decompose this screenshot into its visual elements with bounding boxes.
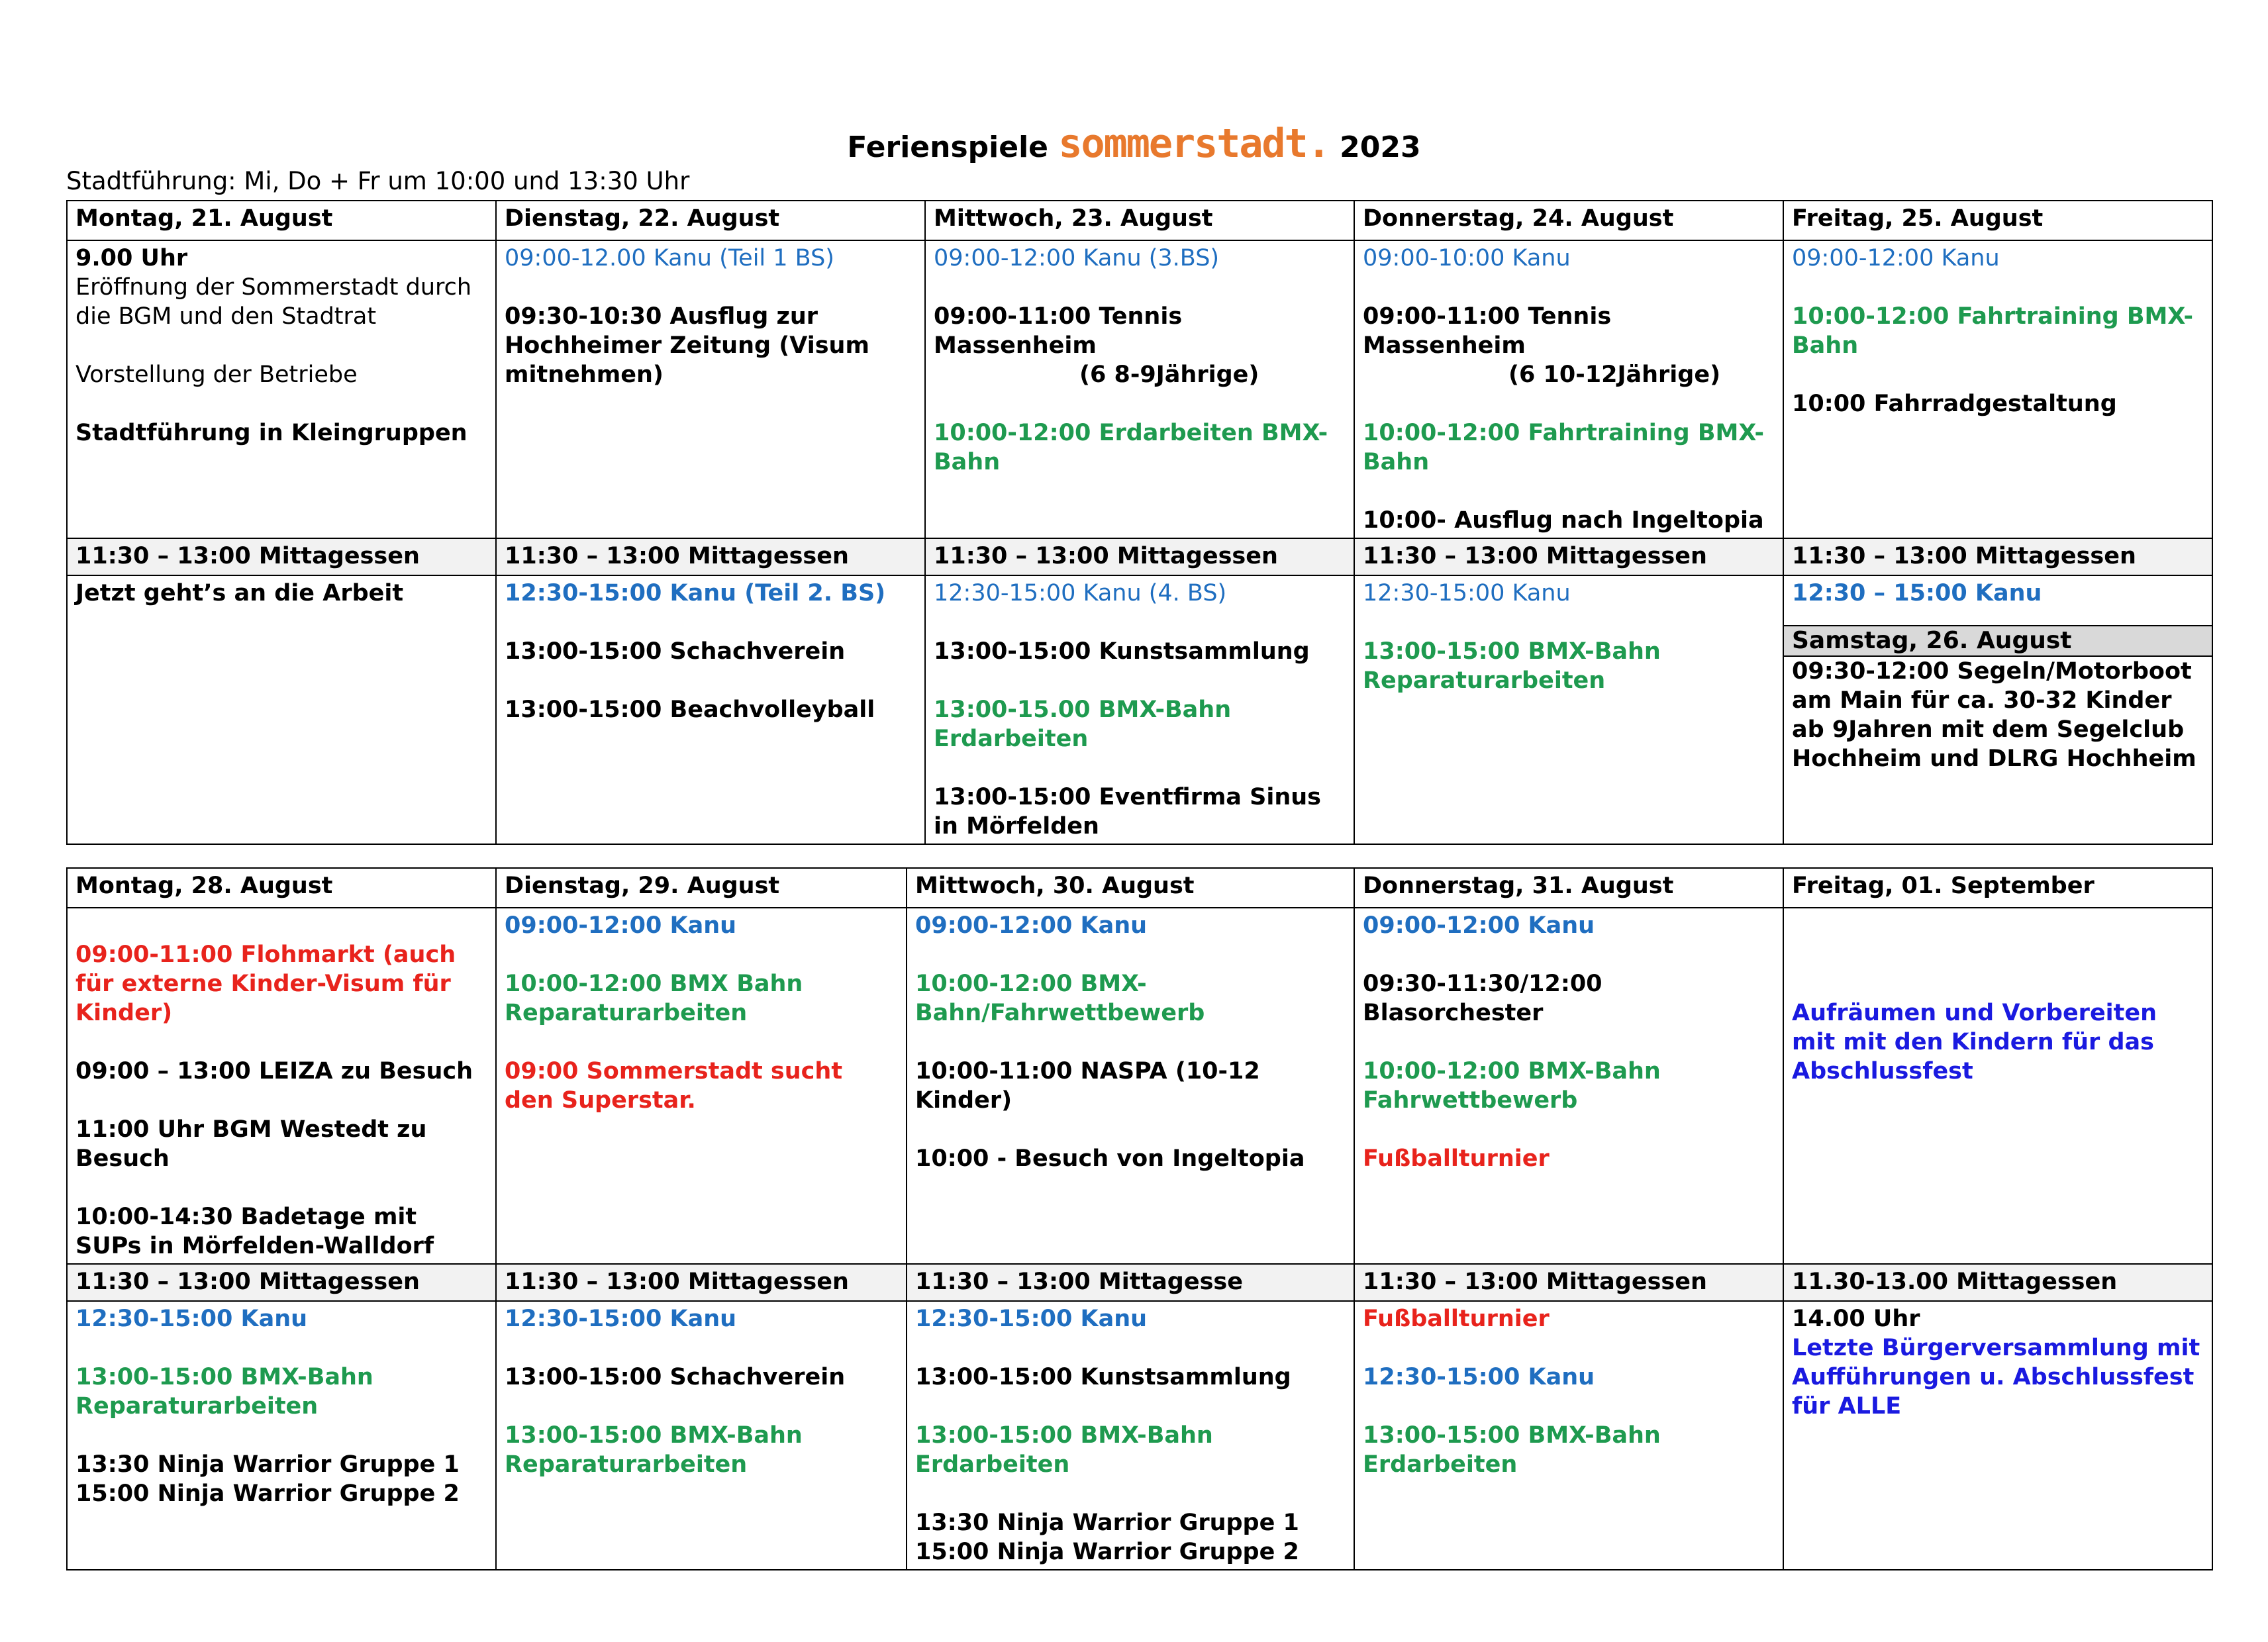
- event: 09:00-11:00 Tennis Massenheim: [1363, 303, 1612, 359]
- event-highlight: 09:00 Sommerstadt sucht den Superstar.: [505, 1058, 843, 1114]
- event-highlight: 09:00-11:00 Flohmarkt (auch für externe Kinder-Visum für Kinder): [75, 942, 456, 1026]
- event-kanu: 12:30-15:00 Kanu: [1363, 580, 1571, 606]
- lunch-cell: 11.30-13.00 Mittagessen: [1783, 1264, 2212, 1301]
- event-bmx: 10:00-12:00 BMX-Bahn Fahrwettbewerb: [1363, 1058, 1661, 1114]
- afternoon-row: [67, 575, 2212, 844]
- morning-row: [67, 240, 2212, 538]
- event: 10:00-14:30 Badetage mit SUPs in Mörfelden-Walldorf: [75, 1204, 434, 1259]
- week-2-schedule: [66, 867, 2213, 1570]
- lunch-row: [67, 538, 2212, 575]
- wednesday-morning-cell: [925, 240, 1354, 538]
- saturday-header: Samstag, 26. August: [1784, 625, 2212, 657]
- event-bmx: 10:00-12:00 BMX-Bahn/Fahrwettbewerb: [915, 971, 1205, 1026]
- event: 10:00 Fahrradgestaltung: [1792, 391, 2117, 417]
- event-bmx: 10:00-12:00 BMX Bahn Reparaturarbeiten: [505, 971, 803, 1026]
- event: 13:00-15:00 Schachverein: [505, 638, 846, 665]
- friday-morning-cell: [1783, 908, 2212, 1264]
- lunch-cell: 11:30 – 13:00 Mittagessen: [496, 1264, 907, 1301]
- day-header: Freitag, 25. August: [1783, 201, 2212, 240]
- friday-afternoon-cell: [1783, 575, 2212, 844]
- page-title: [0, 121, 2268, 167]
- event-note: (6 8-9Jährige): [1079, 362, 1259, 388]
- event: 09:00-11:00 Tennis Massenheim: [934, 303, 1183, 359]
- event-bmx: 13:00-15.00 BMX-Bahn Erdarbeiten: [934, 697, 1232, 752]
- friday-morning-cell: [1783, 240, 2212, 538]
- tuesday-afternoon-cell: [496, 575, 925, 844]
- event: Vorstellung der Betriebe: [75, 362, 358, 388]
- week-1-schedule: [66, 200, 2213, 845]
- event-bmx: 13:00-15:00 BMX-Bahn Erdarbeiten: [1363, 1422, 1661, 1478]
- title-year: 2023: [1340, 130, 1421, 164]
- thursday-afternoon-cell: [1354, 1301, 1783, 1570]
- event-finale: Aufräumen und Vorbereiten mit mit den Kindern für das Abschlussfest: [1792, 1000, 2157, 1085]
- lunch-cell: 11:30 – 13:00 Mittagessen: [67, 538, 496, 575]
- event: Stadtführung in Kleingruppen: [75, 420, 468, 446]
- day-header: Mittwoch, 30. August: [907, 868, 1354, 908]
- event: 13:30 Ninja Warrior Gruppe 1: [75, 1451, 460, 1478]
- day-header: Freitag, 01. September: [1783, 868, 2212, 908]
- lunch-cell: 11:30 – 13:00 Mittagesse: [907, 1264, 1354, 1301]
- title-prefix: Ferienspiele: [847, 130, 1048, 164]
- event-bmx: 10:00-12:00 Fahrtraining BMX-Bahn: [1363, 420, 1765, 475]
- event-bmx: 13:00-15:00 BMX-Bahn Reparaturarbeiten: [75, 1364, 373, 1420]
- event-finale: Letzte Bürgerversammlung mit Aufführungen u. Abschlussfest für ALLE: [1792, 1335, 2200, 1420]
- event: 10:00-11:00 NASPA (10-12 Kinder): [915, 1058, 1260, 1114]
- event-bmx: 13:00-15:00 BMX-Bahn Reparaturarbeiten: [505, 1422, 803, 1478]
- day-header: Donnerstag, 24. August: [1354, 201, 1783, 240]
- lunch-cell: 11:30 – 13:00 Mittagessen: [1783, 538, 2212, 575]
- event: 15:00 Ninja Warrior Gruppe 2: [915, 1539, 1299, 1565]
- event-note: (6 10-12Jährige): [1508, 362, 1721, 388]
- city-tour-note: Stadtführung: Mi, Do + Fr um 10:00 und 13:30 Uhr: [66, 167, 690, 195]
- event-kanu: 09:00-10:00 Kanu: [1363, 245, 1571, 271]
- event: 11:00 Uhr BGM Westedt zu Besuch: [75, 1116, 427, 1172]
- event: 10:00 - Besuch von Ingeltopia: [915, 1145, 1305, 1172]
- event-kanu: 12:30-15:00 Kanu: [915, 1306, 1148, 1332]
- event: 13:00-15:00 Beachvolleyball: [505, 697, 875, 723]
- monday-morning-cell: [67, 908, 496, 1264]
- afternoon-row: [67, 1301, 2212, 1570]
- event-kanu: 09:00-12:00 Kanu: [915, 912, 1148, 939]
- event: 10:00- Ausflug nach Ingeltopia: [1363, 507, 1764, 534]
- event-kanu: 09:00-12:00 Kanu (3.BS): [934, 245, 1220, 271]
- event: die BGM und den Stadtrat: [75, 303, 377, 330]
- lunch-cell: 11:30 – 13:00 Mittagessen: [67, 1264, 496, 1301]
- event: 13:00-15:00 Kunstsammlung: [915, 1364, 1291, 1390]
- event-kanu: 09:00-12:00 Kanu: [505, 912, 737, 939]
- event-bmx: 13:00-15:00 BMX-Bahn Erdarbeiten: [915, 1422, 1213, 1478]
- thursday-morning-cell: [1354, 908, 1783, 1264]
- lunch-cell: 11:30 – 13:00 Mittagessen: [925, 538, 1354, 575]
- event: 09:30-12:00 Segeln/Motorboot am Main für ca. 30-32 Kinder ab 9Jahren mit dem Segelclub Hochheim und DLRG Hochheim: [1792, 658, 2196, 772]
- event-kanu: 09:00-12:00 Kanu: [1792, 245, 2000, 271]
- tuesday-morning-cell: [496, 908, 907, 1264]
- lunch-cell: 11:30 – 13:00 Mittagessen: [496, 538, 925, 575]
- event-kanu: 12:30-15:00 Kanu (4. BS): [934, 580, 1227, 606]
- lunch-cell: 11:30 – 13:00 Mittagessen: [1354, 538, 1783, 575]
- morning-row: [67, 908, 2212, 1264]
- event-bmx: 10:00-12:00 Fahrtraining BMX-Bahn: [1792, 303, 2194, 359]
- monday-morning-cell: [67, 240, 496, 538]
- event-kanu: 12:30-15:00 Kanu (Teil 2. BS): [505, 580, 886, 606]
- event-highlight: Fußballturnier: [1363, 1145, 1550, 1172]
- event: 9.00 Uhr: [75, 245, 188, 271]
- event: 09:30-11:30/12:00 Blasorchester: [1363, 971, 1602, 1026]
- tuesday-morning-cell: [496, 240, 925, 538]
- event: 13:00-15:00 Kunstsammlung: [934, 638, 1310, 665]
- event: 09:30-10:30 Ausflug zur Hochheimer Zeitung (Visum mitnehmen): [505, 303, 869, 388]
- event: Jetzt geht’s an die Arbeit: [75, 580, 404, 606]
- day-header: Donnerstag, 31. August: [1354, 868, 1783, 908]
- thursday-afternoon-cell: [1354, 575, 1783, 844]
- event-bmx: 13:00-15:00 BMX-Bahn Reparaturarbeiten: [1363, 638, 1661, 694]
- day-header-row: [67, 201, 2212, 240]
- tuesday-afternoon-cell: [496, 1301, 907, 1570]
- friday-afternoon-cell: [1783, 1301, 2212, 1570]
- wednesday-afternoon-cell: [925, 575, 1354, 844]
- event-bmx: 10:00-12:00 Erdarbeiten BMX-Bahn: [934, 420, 1328, 475]
- event: 14.00 Uhr: [1792, 1306, 1920, 1332]
- event: Eröffnung der Sommerstadt durch: [75, 274, 472, 301]
- wednesday-morning-cell: [907, 908, 1354, 1264]
- day-header: Mittwoch, 23. August: [925, 201, 1354, 240]
- event: 09:00 – 13:00 LEIZA zu Besuch: [75, 1058, 473, 1085]
- day-header: Montag, 21. August: [67, 201, 496, 240]
- sommerstadt-logo: sommerstadt.: [1058, 121, 1330, 167]
- day-header: Dienstag, 29. August: [496, 868, 907, 908]
- event-kanu: 09:00-12:00 Kanu: [1363, 912, 1595, 939]
- event: 13:00-15:00 Eventfirma Sinus in Mörfelden: [934, 784, 1321, 840]
- day-header: Dienstag, 22. August: [496, 201, 925, 240]
- event: 13:30 Ninja Warrior Gruppe 1: [915, 1510, 1299, 1536]
- monday-afternoon-cell: [67, 1301, 496, 1570]
- day-header-row: [67, 868, 2212, 908]
- day-header: Montag, 28. August: [67, 868, 496, 908]
- event-kanu: 12:30-15:00 Kanu: [1363, 1364, 1595, 1390]
- event-kanu: 12:30 – 15:00 Kanu: [1792, 580, 2042, 606]
- lunch-row: [67, 1264, 2212, 1301]
- lunch-cell: 11:30 – 13:00 Mittagessen: [1354, 1264, 1783, 1301]
- event-kanu: 12:30-15:00 Kanu: [505, 1306, 737, 1332]
- event: 13:00-15:00 Schachverein: [505, 1364, 846, 1390]
- event-highlight: Fußballturnier: [1363, 1306, 1550, 1332]
- event-kanu: 12:30-15:00 Kanu: [75, 1306, 308, 1332]
- event-kanu: 09:00-12.00 Kanu (Teil 1 BS): [505, 245, 834, 271]
- wednesday-afternoon-cell: [907, 1301, 1354, 1570]
- thursday-morning-cell: [1354, 240, 1783, 538]
- event: 15:00 Ninja Warrior Gruppe 2: [75, 1480, 460, 1507]
- monday-afternoon-cell: [67, 575, 496, 844]
